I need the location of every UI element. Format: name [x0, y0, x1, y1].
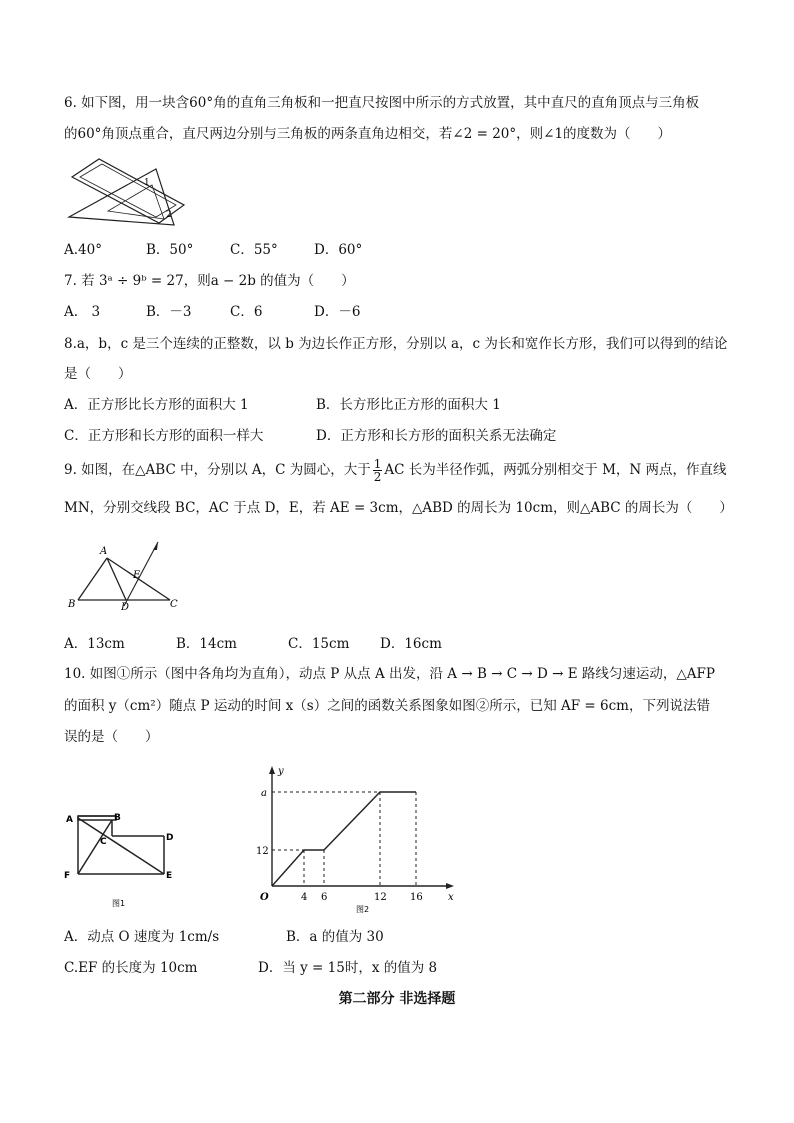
point-c-label: C — [170, 599, 178, 610]
q9-option-b[interactable]: B．14cm — [176, 636, 237, 652]
q6-option-a[interactable]: A.40° — [64, 242, 102, 258]
q9-option-a[interactable]: A．13cm — [64, 636, 125, 652]
fig1-a-label: A — [66, 815, 73, 825]
q10-line2: 的面积 y（cm²）随点 P 运动的时间 x（s）之间的函数关系图象如图②所示，已知 AF = 6cm，下列说法错 — [64, 698, 710, 714]
fig2-xtick-6: 6 — [321, 892, 328, 903]
q8-line2: 是（ ） — [64, 366, 132, 382]
q6-option-b[interactable]: B．50° — [146, 242, 194, 258]
q8-options-row2 — [64, 426, 556, 446]
q9-line2: MN，分别交线段 BC，AC 于点 D，E，若 AE = 3cm，△ABD 的周长为 10cm，则△ABC 的周长为（ ） — [64, 500, 733, 516]
q6-options — [64, 240, 362, 260]
q7-option-a[interactable]: A. 3 — [64, 304, 101, 320]
q9-fraction: $\frac{1}{2}$ — [373, 457, 382, 484]
q7-option-d[interactable]: D．－6 — [314, 304, 361, 320]
triangle-shape — [69, 169, 174, 225]
fig1-b-label: B — [114, 813, 121, 823]
q6-option-d[interactable]: D．60° — [314, 242, 363, 258]
fig1-c-label: C — [100, 837, 107, 847]
q7-text: 7. 若 3ᵃ ÷ 9ᵇ = 27，则a − 2b 的值为（ ） — [64, 273, 355, 289]
q10-options-row2 — [64, 958, 437, 978]
fig2-y-axis-label: y — [278, 766, 284, 777]
q8-option-d[interactable]: D．正方形和长方形的面积关系无法确定 — [316, 428, 557, 444]
q7-option-c[interactable]: C．6 — [230, 304, 263, 320]
q9-option-d[interactable]: D．16cm — [380, 636, 442, 652]
fig2-xtick-4: 4 — [301, 892, 308, 903]
point-b-label: B — [68, 599, 76, 610]
q10-line1: 10. 如图①所示（图中各角均为直角），动点 P 从点 A 出发，沿 A → B → C → D → E 路线匀速运动，△AFP — [64, 666, 715, 682]
fig2-xtick-16: 16 — [410, 892, 423, 903]
q9-figure — [64, 540, 188, 612]
q8-option-c[interactable]: C．正方形和长方形的面积一样大 — [64, 428, 264, 444]
q8-option-b[interactable]: B．长方形比正方形的面积大 1 — [316, 397, 501, 413]
q10-option-c[interactable]: C.EF 的长度为 10cm — [64, 960, 198, 976]
q8-options-row1 — [64, 395, 501, 415]
fig2-ytick-a: a — [261, 788, 267, 799]
q6-line2: 的60°角顶点重合，直尺两边分别与三角板的两条直角边相交，若∠2 = 20°，则∠1的度数为（ ） — [64, 126, 672, 142]
point-a-label: A — [100, 546, 108, 557]
fig2-origin-label: O — [260, 892, 269, 903]
section-title: 第二部分 非选择题 — [338, 991, 456, 1007]
fig2-xtick-12: 12 — [374, 892, 387, 903]
q9-line1: 9. 如图，在△ABC 中，分别以 A，C 为圆心，大于 $\frac{1}{2}$ AC 长为半径作弧，两弧分别相交于 M，N 两点，作直线 — [64, 457, 727, 484]
q10-options-row1 — [64, 927, 384, 947]
fig2-graph-line — [272, 792, 416, 886]
fig2-x-axis-label: x — [448, 892, 454, 903]
q10-option-a[interactable]: A．动点 O 速度为 1cm/s — [64, 929, 220, 945]
point-d-label: D — [121, 602, 130, 612]
q6-figure — [66, 155, 188, 230]
angle-1-label: 1 — [144, 178, 150, 188]
fig2-ytick-12: 12 — [256, 846, 269, 857]
q10-line3: 误的是（ ） — [64, 729, 159, 745]
point-e-label: E — [133, 570, 141, 581]
q7-options — [64, 302, 360, 322]
fig2-caption: 图2 — [356, 905, 370, 914]
q10-figure-2 — [252, 760, 462, 920]
angle-2-label: 2 — [166, 210, 172, 220]
fig1-caption: 图1 — [112, 899, 126, 908]
fig1-f-label: F — [64, 871, 71, 881]
fig1-e-label: E — [166, 871, 173, 881]
q9-option-c[interactable]: C．15cm — [288, 636, 350, 652]
q10-figure-1 — [62, 808, 186, 908]
q8-line1: 8.a，b，c 是三个连续的正整数，以 b 为边长作正方形，分别以 a，c 为长和宽作长方形，我们可以得到的结论 — [64, 336, 728, 352]
q10-option-b[interactable]: B．a 的值为 30 — [286, 929, 384, 945]
q8-option-a[interactable]: A．正方形比长方形的面积大 1 — [64, 397, 249, 413]
q9-options — [64, 634, 442, 654]
q7-option-b[interactable]: B．－3 — [146, 304, 192, 320]
q6-line1: 6. 如下图，用一块含60°角的直角三角板和一把直尺按图中所示的方式放置，其中直尺的直角顶点与三角板 — [64, 95, 700, 111]
q10-option-d[interactable]: D．当 y = 15时，x 的值为 8 — [258, 960, 438, 976]
fig1-d-label: D — [166, 833, 174, 843]
q6-option-c[interactable]: C．55° — [230, 242, 278, 258]
